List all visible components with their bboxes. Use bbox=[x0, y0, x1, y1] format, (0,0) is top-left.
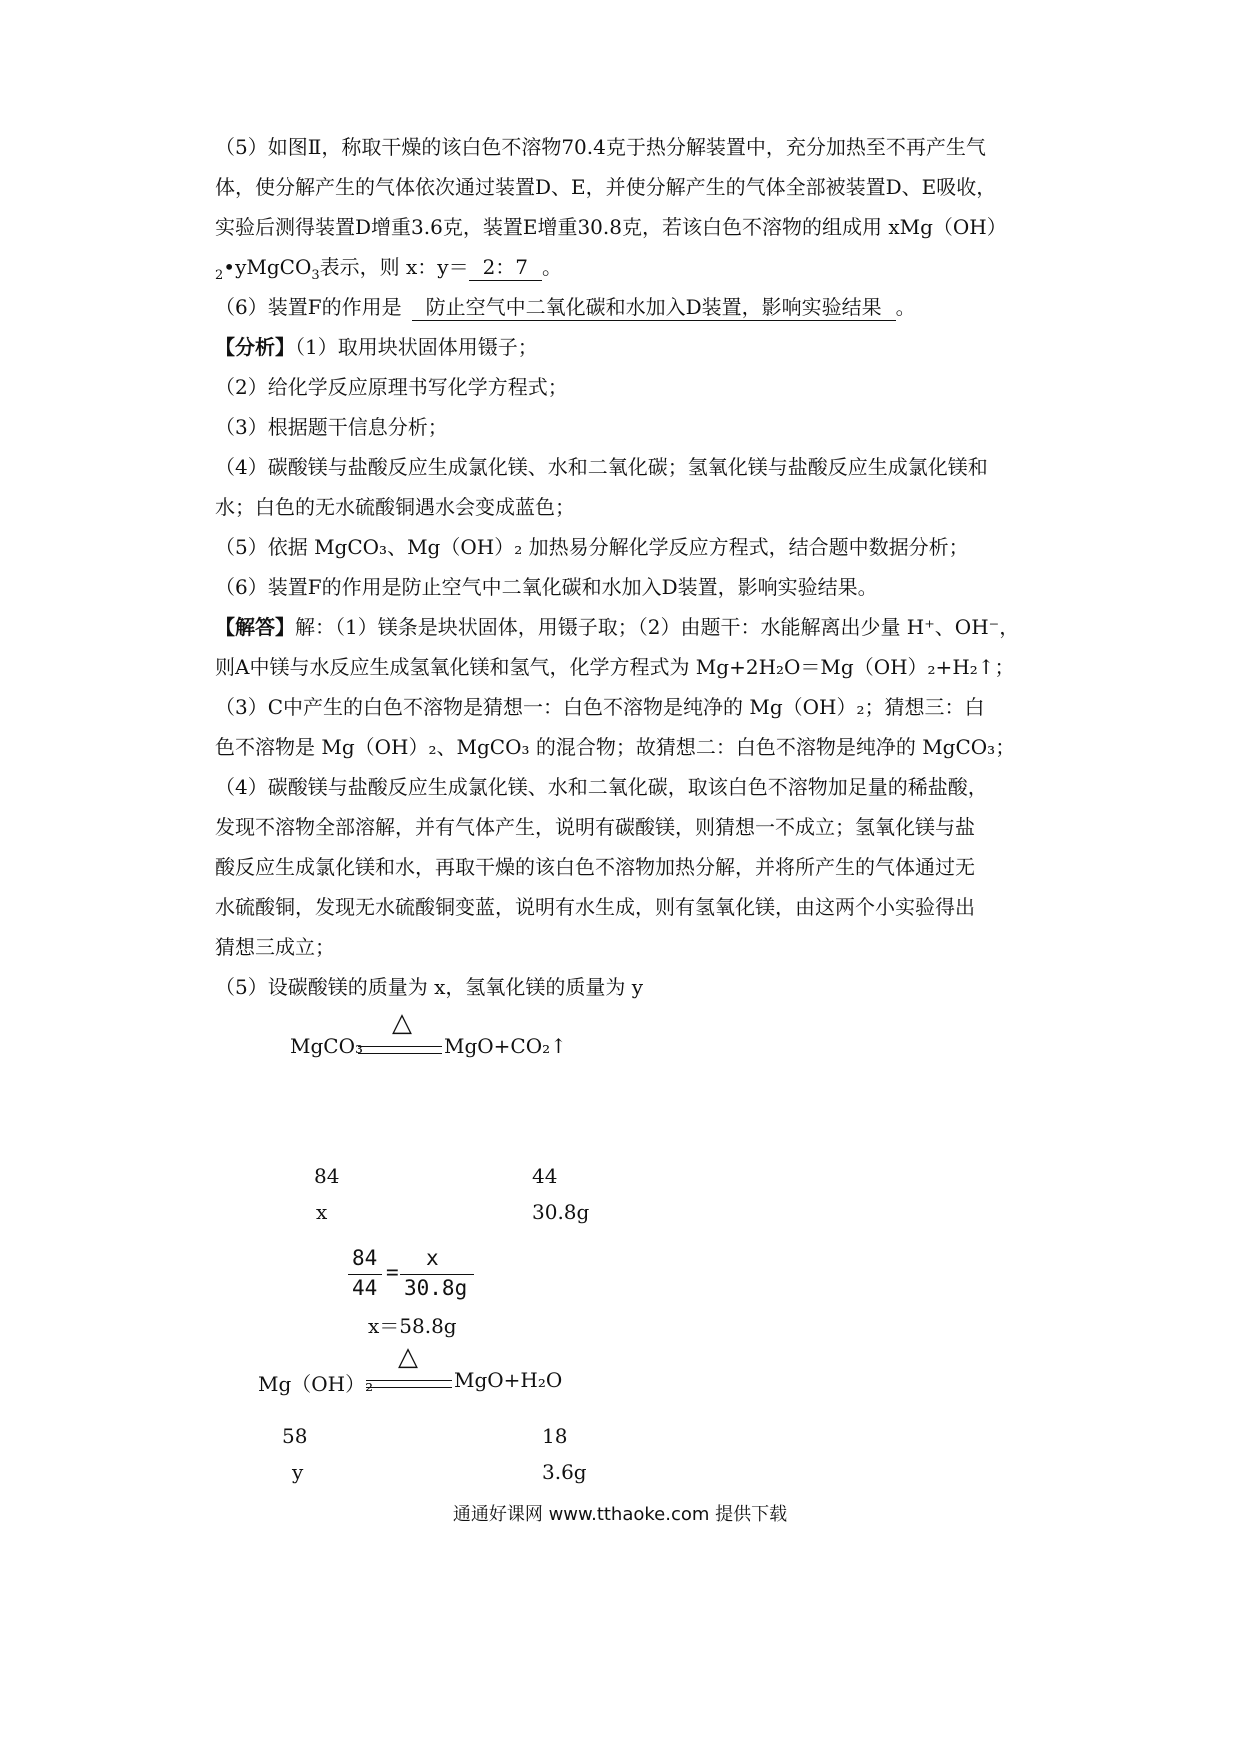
answer-line-4a: （4）碳酸镁与盐酸反应生成氯化镁、水和二氧化碳，取该白色不溶物加足量的稀盐酸， bbox=[215, 775, 988, 799]
answer-line-4e: 猜想三成立； bbox=[215, 935, 335, 959]
period: 。 bbox=[895, 295, 916, 319]
fraction-denominator: 44 bbox=[352, 1276, 378, 1300]
subscript: 2 bbox=[215, 268, 224, 283]
answer-line-1b: 则A中镁与水反应生成氢氧化镁和氢气，化学方程式为 Mg+2H₂O＝Mg（OH）₂+H₂↑； bbox=[215, 655, 1015, 679]
analysis-line-6: （6）装置F的作用是防止空气中二氧化碳和水加入D装置，影响实验结果。 bbox=[215, 575, 878, 599]
fraction-bar bbox=[400, 1274, 474, 1275]
equation-2-reactant: Mg（OH）₂ bbox=[258, 1372, 374, 1396]
fraction-bar bbox=[348, 1274, 382, 1275]
answer-line-4d: 水硫酸铜，发现无水硫酸铜变蓝，说明有水生成，则有氢氧化镁，由这两个小实验得出 bbox=[215, 895, 975, 919]
question-5-line-2: 体，使分解产生的气体依次通过装置D、E，并使分解产生的气体全部被装置D、E吸收， bbox=[215, 175, 997, 199]
equation-1-products: MgO+CO₂↑ bbox=[444, 1034, 567, 1058]
molar-mass: 84 bbox=[314, 1164, 340, 1188]
analysis-line-4b: 水；白色的无水硫酸铜遇水会变成蓝色； bbox=[215, 495, 575, 519]
equation-2-products: MgO+H₂O bbox=[454, 1368, 563, 1392]
analysis-label: 【分析】 bbox=[215, 335, 295, 359]
equation-1-reactant: MgCO₃ bbox=[290, 1034, 363, 1058]
variable: x bbox=[316, 1200, 328, 1224]
question-5-line-4 bbox=[215, 252, 1055, 291]
molar-mass: 44 bbox=[532, 1164, 558, 1188]
molar-mass: 58 bbox=[282, 1424, 308, 1448]
fraction-denominator: 30.8g bbox=[404, 1276, 468, 1300]
given-mass: 30.8g bbox=[532, 1200, 590, 1224]
question-text: 表示，则 x：y＝ bbox=[319, 255, 469, 279]
variable: y bbox=[292, 1460, 304, 1484]
answer-label: 【解答】 bbox=[215, 615, 295, 639]
fraction-numerator: x bbox=[426, 1246, 439, 1270]
formula-text: •yMgCO bbox=[223, 255, 312, 279]
result-x: x＝58.8g bbox=[368, 1314, 457, 1338]
analysis-line-2: （2）给化学反应原理书写化学方程式； bbox=[215, 375, 568, 399]
question-5-line-3: 实验后测得装置D增重3.6克，装置E增重30.8克，若该白色不溶物的组成用 xMg（OH） bbox=[215, 215, 1007, 239]
heat-triangle-icon: △ bbox=[392, 1008, 412, 1038]
subscript: 3 bbox=[311, 268, 320, 283]
molar-mass: 18 bbox=[542, 1424, 568, 1448]
fraction-numerator: 84 bbox=[352, 1246, 378, 1270]
question-5-line-1: （5）如图Ⅱ，称取干燥的该白色不溶物70.4克于热分解装置中，充分加热至不再产生气 bbox=[215, 135, 986, 159]
analysis-line-1 bbox=[215, 332, 1055, 362]
reaction-equals-sign bbox=[366, 1380, 452, 1388]
analysis-text: （1）取用块状固体用镊子； bbox=[295, 335, 538, 359]
answer-line-3a: （3）C中产生的白色不溶物是猜想一：白色不溶物是纯净的 Mg（OH）₂；猜想三：白 bbox=[215, 695, 985, 719]
answer-line-4b: 发现不溶物全部溶解，并有气体产生，说明有碳酸镁，则猜想一不成立；氢氧化镁与盐 bbox=[215, 815, 975, 839]
answer-line-4c: 酸反应生成氯化镁和水，再取干燥的该白色不溶物加热分解，并将所产生的气体通过无 bbox=[215, 855, 975, 879]
question-6 bbox=[215, 292, 1055, 322]
period: 。 bbox=[542, 255, 563, 279]
footer: 通通好课网 www.tthaoke.com 提供下载 bbox=[452, 1504, 788, 1525]
analysis-line-5: （5）依据 MgCO₃、Mg（OH）₂ 加热易分解化学反应方程式，结合题中数据分析； bbox=[215, 535, 969, 559]
equals-sign: = bbox=[386, 1260, 399, 1284]
answer-line-5: （5）设碳酸镁的质量为 x，氢氧化镁的质量为 y bbox=[215, 975, 644, 999]
heat-triangle-icon: △ bbox=[398, 1342, 418, 1372]
answer-line-3b: 色不溶物是 Mg（OH）₂、MgCO₃ 的混合物；故猜想二：白色不溶物是纯净的 MgCO₃； bbox=[215, 735, 1016, 759]
analysis-line-4a: （4）碳酸镁与盐酸反应生成氯化镁、水和二氧化碳；氢氧化镁与盐酸反应生成氯化镁和 bbox=[215, 455, 988, 479]
question-6-prefix: （6）装置F的作用是 bbox=[215, 295, 402, 319]
answer-blank-ratio: 2：7 bbox=[469, 254, 542, 281]
answer-blank-device-f: 防止空气中二氧化碳和水加入D装置，影响实验结果 bbox=[412, 294, 896, 321]
answer-text: 解：（1）镁条是块状固体，用镊子取；（2）由题干：水能解离出少量 H⁺、OH⁻， bbox=[295, 615, 1020, 639]
analysis-line-3: （3）根据题干信息分析； bbox=[215, 415, 448, 439]
given-mass: 3.6g bbox=[542, 1460, 587, 1484]
reaction-equals-sign bbox=[358, 1046, 442, 1054]
answer-line-1a bbox=[215, 612, 1055, 642]
